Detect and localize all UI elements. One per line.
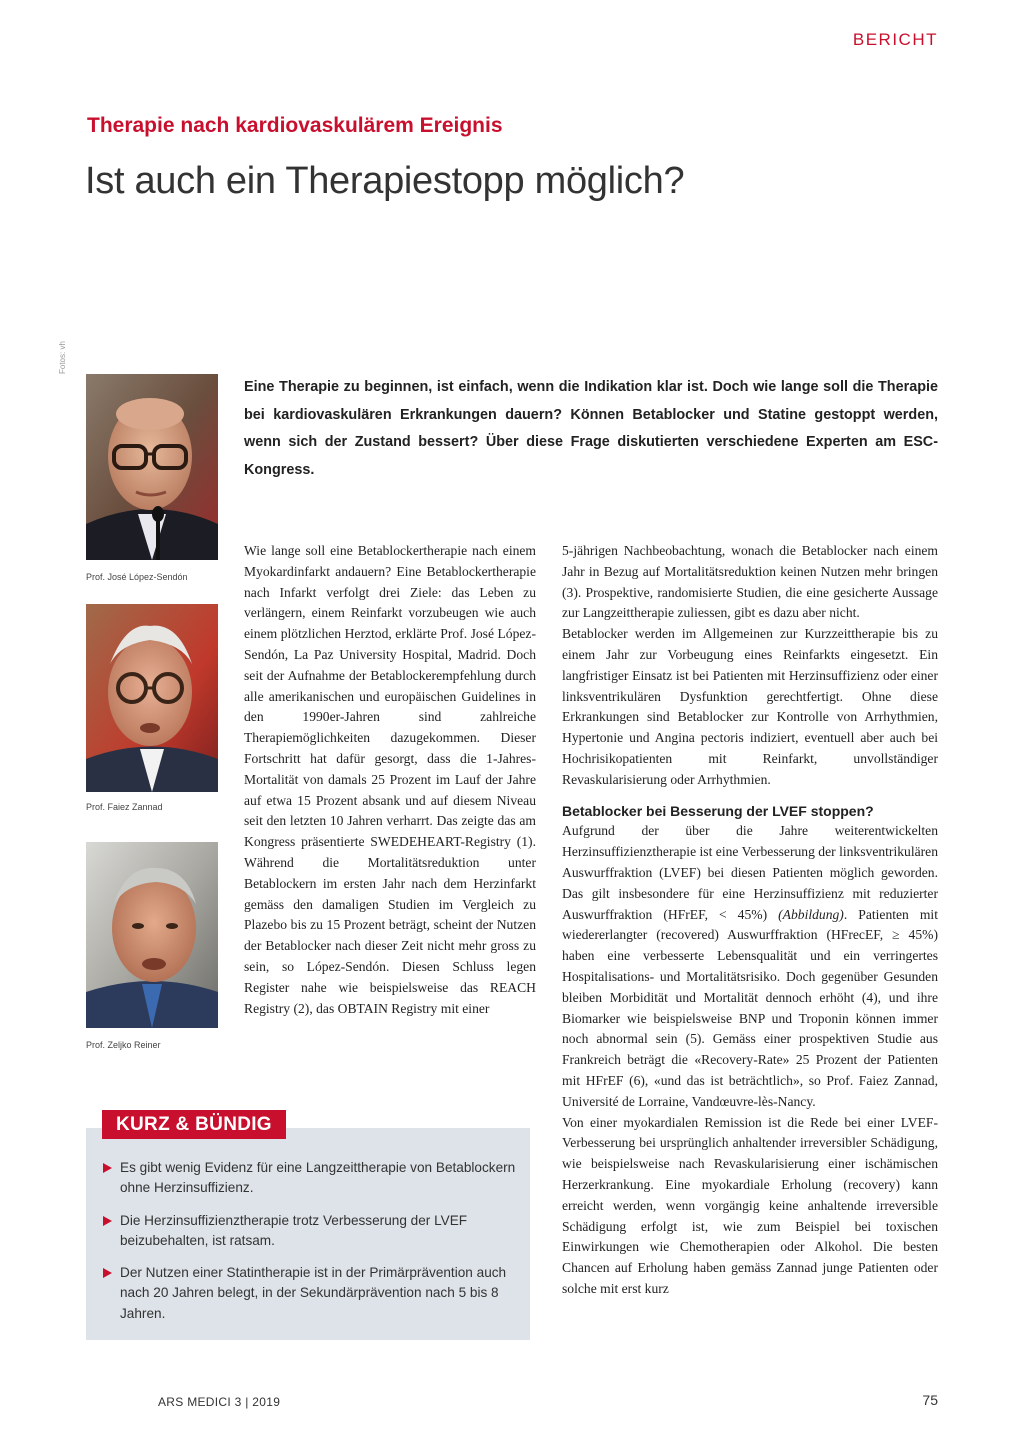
summary-item — [102, 1263, 526, 1324]
summary-list — [102, 1158, 526, 1336]
caption-lopez-sendon: Prof. José López-Sendón — [86, 572, 188, 582]
figure-reference: (Abbildung) — [778, 906, 844, 922]
portrait-photo-lopez-sendon — [86, 374, 218, 560]
body-column-1 — [244, 541, 536, 1019]
summary-item — [102, 1211, 526, 1252]
summary-item-text: Es gibt wenig Evidenz für eine Langzeittherapie von Betablockern ohne Herzinsuffizienz. — [120, 1160, 516, 1196]
article-title: Ist auch ein Therapiestopp möglich? — [85, 160, 685, 202]
journal-footer: ARS MEDICI 3 | 2019 — [158, 1395, 281, 1409]
summary-item — [102, 1158, 526, 1199]
caption-reiner: Prof. Zeljko Reiner — [86, 1040, 161, 1050]
photo-credit: Fotos: vh — [58, 341, 67, 374]
summary-box-label: KURZ & BÜNDIG — [102, 1110, 286, 1139]
portrait-photo-reiner — [86, 842, 218, 1028]
body-paragraph: Wie lange soll eine Betablockertherapie nach einem Myokardinfarkt andauern? Eine Betablockertherapie nach Infarkt verfolgt drei Ziele: das Leben zu verlängern, einem Reinfarkt vorzubeugen wie auch einem plötzlichen Herztod, erklärte Prof. José López-Sendón, La Paz University Hospital, Madrid. Doch seit der Aufnahme der Betablockerempfehlung durch alle amerikanischen und europäischen Guidelines in den 1990er-Jahren sind zahlreiche Therapiemöglichkeiten dazugekommen. Dieser Fortschritt hat dafür gesorgt, dass die 1-Jahres-Mortalität von damals 25 Prozent im Lauf der Jahre auf etwa 15 Prozent absank und auf diesem Niveau seit den letzten 10 Jahren verharrt. Das zeigte das am Kongress präsentierte SWEDEHEART-Registry (1). Während die Mortalitätsreduktion unter Betablockern im ersten Jahr nach dem Herzinfarkt gemäss den damaligen Studien im Vergleich zu Plazebo bis zu 15 Prozent beträgt, scheint der Nutzen der Betablocker nach dieser Zeit nicht mehr gross zu sein, so López-Sendón. Diesen Schluss legen Register nahe wie beispielsweise das REACH Registry (2), das OBTAIN Registry mit einer — [244, 543, 536, 1016]
body-paragraph: 5-jährigen Nachbeobachtung, wonach die Betablocker nach einem Jahr in Bezug auf Mortalitätsreduktion keinen Nutzen mehr bringen (3). Prospektive, randomisierte Studien, die eine gesicherte Aussage zur Langzeittherapie zuliessen, gibt es dazu aber nicht. — [562, 543, 938, 621]
summary-item-text: Die Herzinsuffizienztherapie trotz Verbesserung der LVEF beizubehalten, ist ratsam. — [120, 1212, 468, 1248]
summary-item-text: Der Nutzen einer Statintherapie ist in der Primärprävention auch nach 20 Jahren belegt, in der Sekundärprävention nach 5 bis 8 Jahren. — [120, 1265, 507, 1321]
article-kicker: Therapie nach kardiovaskulärem Ereignis — [87, 114, 503, 137]
section-label: BERICHT — [852, 30, 938, 49]
bullet-triangle-icon — [103, 1216, 112, 1226]
caption-zannad: Prof. Faiez Zannad — [86, 802, 163, 812]
bullet-triangle-icon — [103, 1163, 112, 1173]
bullet-triangle-icon — [103, 1268, 112, 1278]
body-column-2 — [562, 541, 938, 1300]
body-text: . Patienten mit wiedererlangter (recovered) Auswurffraktion (HFrecEF, ≥ 45%) haben eine verbesserte Lebensqualität und ein verringertes Hospitalisations- und Mortalitätsrisiko. Doch gegenüber Gesunden bleiben Morbidität und Mortalität dennoch erhöht (4), und ihre Biomarker wie beispielsweise BNP und Troponin können immer noch abnormal sein (5). Gemäss einer prospektiven Studie aus Frankreich beträgt die «Recovery-Rate» 25 Prozent der Patienten mit HFrEF (6), «und das ist beträchtlich», so Prof. Faiez Zannad, Université de Lorraine, Vandœuvre-lès-Nancy. — [562, 906, 938, 1109]
body-paragraph: Betablocker werden im Allgemeinen zur Kurzzeittherapie bis zu einem Jahr zur Vorbeugung eines Reinfarkts eingesetzt. Ein langfristiger Einsatz ist bei Patienten mit Herzinsuffizienz oder einer linksventrikulären Dysfunktion gerechtfertigt. Ohne diese Erkrankungen sind Betablocker zur Kontrolle von Arrhythmien, Hypertonie und Angina pectoris indiziert, eventuell aber auch bei Hochrisikopatienten mit Reinfarkt, unvollständiger Revaskularisierung oder Arrhythmien. — [562, 626, 938, 787]
portrait-photo-zannad — [86, 604, 218, 792]
article-lead: Eine Therapie zu beginnen, ist einfach, wenn die Indikation klar ist. Doch wie lange soll die Therapie bei kardiovaskulären Erkrankungen dauern? Können Betablocker und Statine gestoppt werden, wenn sich der Zustand bessert? Über diese Frage diskutierten verschiedene Experten am ESC-Kongress. — [244, 379, 938, 478]
section-subheading: Betablocker bei Besserung der LVEF stoppen? — [562, 802, 874, 819]
body-paragraph: Von einer myokardialen Remission ist die Rede bei einer LVEF-Verbesserung bei ursprünglich anhaltender irreversibler Schädigung, wie beispielsweise nach Revaskularisierung einer ischämischen Herzerkrankung. Eine myokardiale Erholung (recovery) kann erreicht werden, wenn vorgängig keine anhaltende irreversible Schädigung erfolgt ist, wie zum Beispiel bei toxischen Einwirkungen wie Chemotherapien oder Alkohol. Die besten Chancen auf Erholung haben gemäss Zannad junge Patienten oder solche mit erst kurz — [562, 1114, 938, 1296]
page-number: 75 — [922, 1392, 938, 1408]
body-paragraph — [562, 821, 938, 1112]
body-text: Aufgrund der über die Jahre weiterentwickelten Herzinsuffizienztherapie ist eine Verbesserung der linksventrikulären Auswurffraktion (LVEF) bei diesen Patienten möglich geworden. Das gilt insbesondere für eine Herzinsuffizienz mit reduzierter Auswurffraktion (HFrEF, < 45%) — [562, 823, 938, 922]
